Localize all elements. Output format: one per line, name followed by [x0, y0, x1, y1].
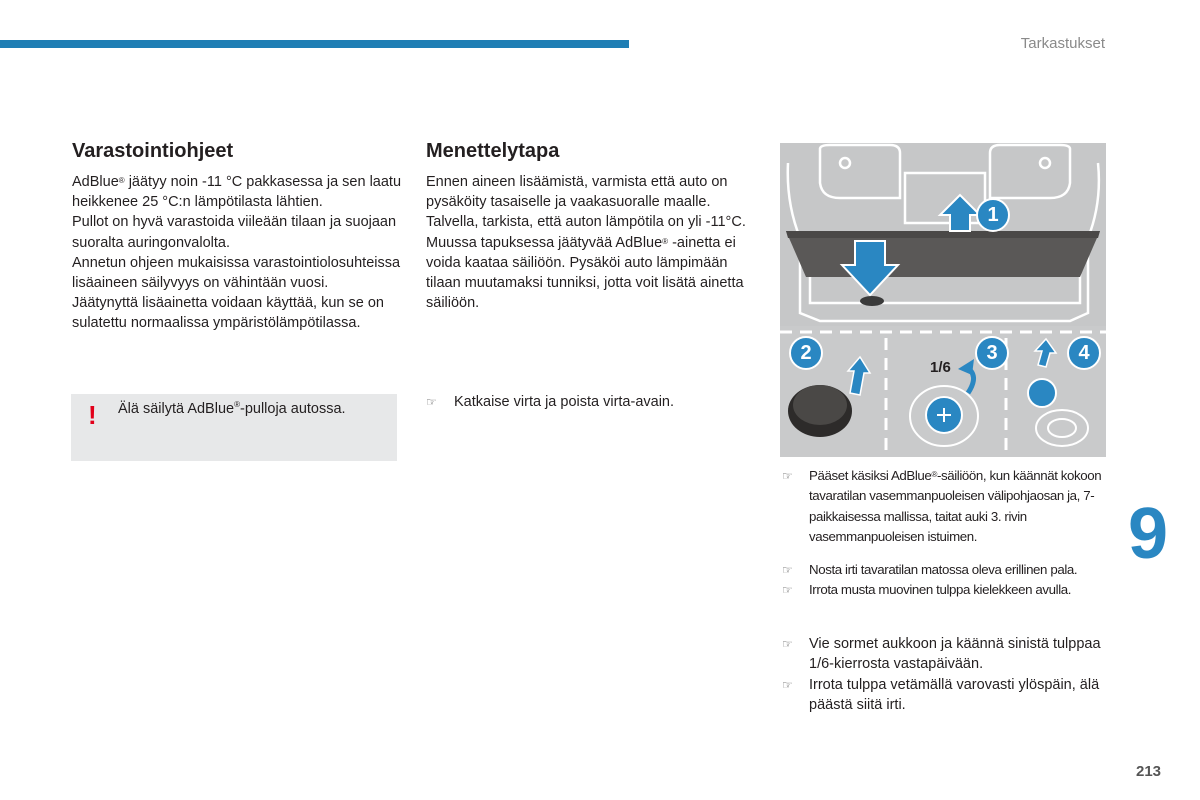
storage-p1-start: AdBlue	[72, 174, 119, 190]
procedure-text	[426, 172, 751, 313]
warning-box	[71, 394, 397, 461]
step-bullet-5	[782, 675, 1112, 715]
registered-mark: ®	[118, 176, 125, 185]
step-1-badge: 1	[976, 198, 1010, 232]
warning-icon: !	[88, 400, 97, 430]
step-bullet-3-text: Irrota musta muovinen tulppa kielekkeen avulla.	[809, 582, 1072, 597]
pointing-hand-icon: ☞	[426, 395, 437, 409]
step-bullet-2-text: Nosta irti tavaratilan matossa oleva erillinen pala.	[809, 562, 1078, 577]
illustration-drawing	[780, 143, 1106, 457]
warning-text-end: -pulloja autossa.	[239, 401, 346, 417]
procedure-heading: Menettelytapa	[426, 140, 560, 162]
pointing-hand-icon: ☞	[782, 469, 793, 483]
registered-mark: ®	[662, 236, 669, 246]
header-accent-bar	[0, 40, 629, 48]
step-1-text-start: Pääset käsiksi AdBlue	[809, 468, 932, 483]
registered-mark: ®	[234, 400, 240, 409]
chapter-number: 9	[1128, 494, 1169, 574]
step-2-badge: 2	[789, 336, 823, 370]
warning-text	[118, 401, 346, 417]
storage-heading: Varastointiohjeet	[72, 140, 234, 162]
step-1-text-end: -säiliöön, kun käännät kokoon tavaratilan vasemmanpuoleisen välipohjaosan ja, 7-paikkaisessa mallissa, taitat auki 3. rivin vasemmanpuoleisen istuimen.	[809, 468, 1102, 544]
pointing-hand-icon: ☞	[782, 563, 793, 577]
warning-text-start: Älä säilytä AdBlue	[118, 401, 235, 417]
registered-mark: ®	[931, 470, 937, 479]
storage-paragraph-3: Annetun ohjeen mukaisissa varastointiolosuhteissa lisäaineen säilyvyys on vähintään vuosi.	[72, 254, 401, 292]
pointing-hand-icon: ☞	[782, 678, 793, 692]
storage-p1-end: jäätyy noin -11 °C pakkasessa ja sen laatu heikkenee 25 °C:n lämpötilasta lähtien.	[72, 174, 402, 211]
rotation-fraction-label: 1/6	[930, 359, 951, 376]
step-3-badge: 3	[975, 336, 1009, 370]
pointing-hand-icon: ☞	[782, 583, 793, 597]
storage-text	[72, 172, 402, 334]
procedure-section	[426, 140, 756, 313]
step-bullet-1	[782, 466, 1112, 547]
storage-paragraph-4: Jäätynyttä lisäainetta voidaan käyttää, kun se on sulatettu normaalissa ympäristölämpötilassa.	[72, 295, 384, 332]
procedure-bullet	[426, 392, 756, 412]
storage-paragraph-1	[72, 172, 402, 212]
procedure-text-end: -ainetta ei voida kaataa säiliöön. Pysäköi auto lämpimään tilaan muutamaksi tunniksi, jotta voit lisätä ainetta säiliöön.	[426, 234, 744, 312]
step-bullet-4	[782, 634, 1112, 674]
step-bullet-2	[782, 560, 1122, 580]
step-bullet-3	[782, 580, 1122, 600]
adblue-access-illustration	[780, 143, 1106, 457]
procedure-paragraph	[426, 172, 751, 313]
storage-section	[72, 140, 402, 334]
step-bullet-4-text: Vie sormet aukkoon ja käännä sinistä tulppaa 1/6-kierrosta vastapäivään.	[809, 636, 1101, 673]
step-bullet-5-text: Irrota tulppa vetämällä varovasti ylöspäin, älä päästä siitä irti.	[809, 677, 1100, 714]
procedure-text-start: Ennen aineen lisäämistä, varmista että auto on pysäköity tasaiselle ja vaakasuoralle maalle. Talvella, tarkista, että auton lämpötila on yli -11°C. Muussa tapuksessa jäätyvää AdBlue	[426, 174, 746, 251]
storage-paragraph-2: Pullot on hyvä varastoida viileään tilaan ja suojaan suoralta auringonvalolta.	[72, 214, 397, 251]
section-title: Tarkastukset	[1020, 35, 1105, 52]
pointing-hand-icon: ☞	[782, 637, 793, 651]
step-bullet-1-text	[782, 466, 1112, 547]
page-number: 213	[1136, 763, 1162, 780]
step-4-badge: 4	[1067, 336, 1101, 370]
procedure-bullet-text: Katkaise virta ja poista virta-avain.	[454, 394, 675, 410]
